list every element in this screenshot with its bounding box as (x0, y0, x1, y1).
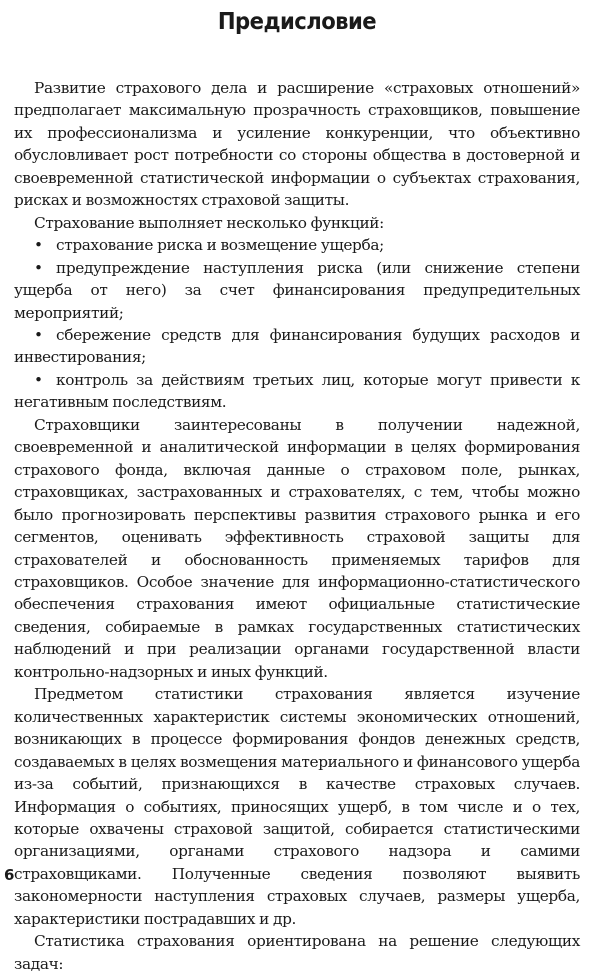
bullet-text: контроль за действиям третьих лиц, которые могут привести к негативным последствиям. (14, 370, 580, 412)
paragraph-subject: Предметом статистики страхования является изучение количественных характеристик системы экономических отношений, возникающих в процессе формирования фондов денежных средств, создаваемых в целях возмещения материального и финансового ущерба из-за событий, признающихся в качестве страховых случаев. Информация о событиях, приносящих ущерб, в том числе и о тех, которые охвачены страховой защитой, собирается статистическими организациями, органами страхового надзора и самими страховщиками. Полученные сведения позволяют выявить закономерности наступления страховых случаев, размеры ущерба, характеристики пострадавших и др. (14, 685, 580, 928)
bullet-item-savings (14, 324, 580, 369)
bullet-mark: • (34, 258, 43, 277)
paragraph-tasks-lead: Статистика страхования ориентирована на решение следующих задач: (14, 932, 580, 973)
bullet-item-risk (14, 234, 580, 256)
bullet-text: страхование риска и возмещение ущерба; (56, 236, 384, 255)
body-text (14, 77, 580, 975)
bullet-item-prevention (14, 257, 580, 324)
bullet-mark: • (34, 370, 43, 389)
paragraph-intro: Развитие страхового дела и расширение «страховых отношений» предполагает максимальную прозрачность страховщиков, повышение их профессионализма и усиление конкуренции, что объективно обусловливает рост потребности со стороны общества в достоверной и своевременной статистической информации о субъектах страхования, рисках и возможностях страховой защиты. (14, 79, 580, 210)
page-number: 6 (4, 866, 15, 884)
bullet-item-control (14, 369, 580, 414)
page (14, 8, 580, 975)
bullet-mark: • (34, 236, 43, 255)
paragraph-functions-lead: Страхование выполняет несколько функций: (34, 213, 384, 232)
paragraph-insurers: Страховщики заинтересованы в получении надежной, своевременной и аналитической информации в целях формирования страхового фонда, включая данные о страховом поле, рынках, страховщиках, застрахованных и страхователях, с тем, чтобы можно было прогнозировать перспективы развития страхового рынка и его сегментов, оценивать эффективность страховой защиты для страхователей и обоснованность применяемых тарифов для страховщиков. Особое значение для информационно-статистического обеспечения страхования имеют официальные статистические сведения, собираемые в рамках государственных статистических наблюдений и при реализации органами государственной власти контрольно-надзорных и иных функций. (14, 415, 580, 681)
bullet-mark: • (34, 325, 43, 344)
bullet-text: сбережение средств для финансирования будущих расходов и инвестирования; (14, 325, 580, 367)
bullet-text: предупреждение наступления риска (или снижение степени ущерба от него) за счет финансирования предупредительных мероприятий; (14, 258, 580, 322)
page-title: Предисловие (217, 9, 377, 35)
